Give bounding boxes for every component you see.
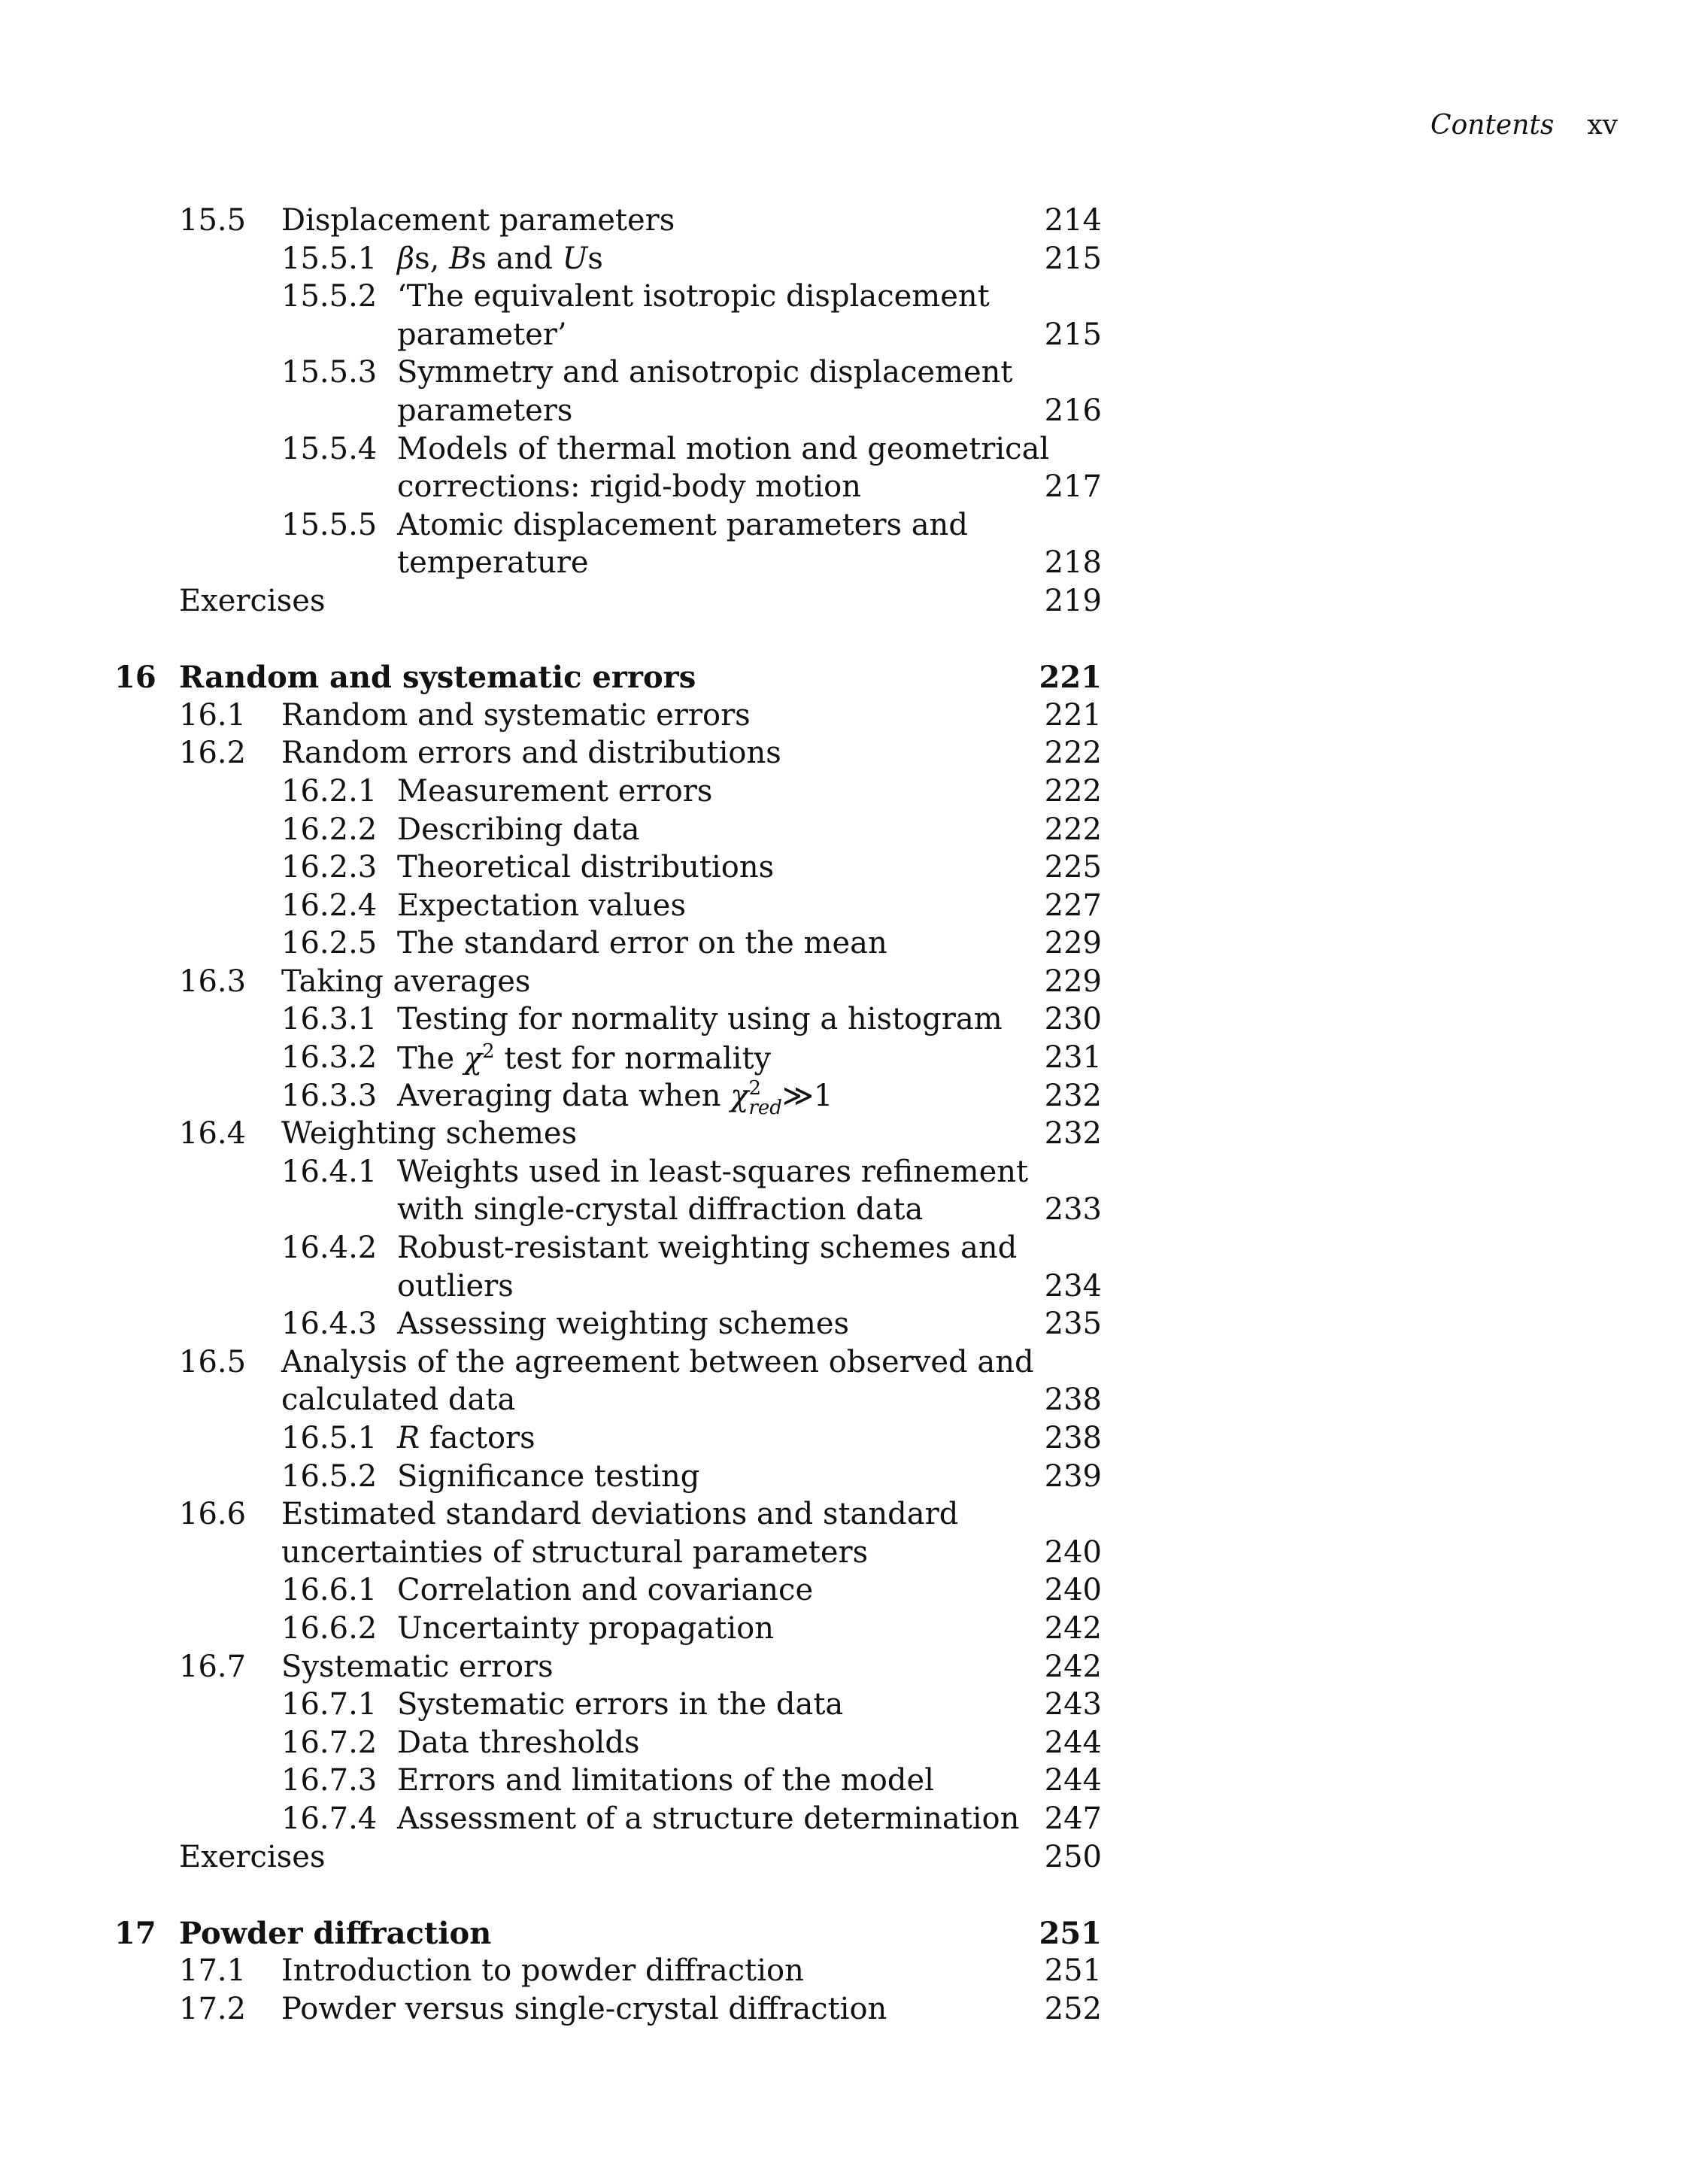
subsection-number: 16.4.1 — [281, 1154, 378, 1189]
subsection-number: 16.3.3 — [281, 1078, 378, 1113]
exercises-title: Exercises — [179, 583, 326, 618]
section-number: 16.6 — [179, 1497, 247, 1532]
chapter-title: Powder diffraction — [179, 1915, 492, 1951]
section-number: 16.3 — [179, 964, 247, 999]
subsection-number: 16.7.2 — [281, 1725, 378, 1760]
subsection-number: 15.5.1 — [281, 241, 378, 276]
page-number: 214 — [1044, 203, 1102, 238]
subsection-title: parameters — [397, 393, 573, 428]
page-number: 232 — [1044, 1116, 1102, 1152]
page-number: 242 — [1044, 1610, 1102, 1646]
section-title: Systematic errors — [281, 1649, 554, 1684]
subsection-number: 16.5.2 — [281, 1458, 378, 1494]
page-number: 243 — [1044, 1687, 1102, 1722]
toc-section-entry — [0, 964, 1708, 1003]
subsection-title: Uncertainty propagation — [397, 1610, 774, 1646]
subsection-title: Systematic errors in the data — [397, 1687, 844, 1722]
subsection-title: Symmetry and anisotropic displacement — [397, 355, 1013, 390]
toc-subsection-entry — [0, 926, 1708, 964]
page-number: 221 — [1044, 697, 1102, 733]
toc-subsection-entry — [0, 279, 1708, 317]
subsection-title: temperature — [397, 545, 589, 581]
subsection-number: 16.4.3 — [281, 1307, 378, 1342]
subsection-number: 16.7.4 — [281, 1801, 378, 1836]
toc-subsection-entry — [0, 1002, 1708, 1040]
page-number: 230 — [1044, 1002, 1102, 1037]
subsection-number: 16.2.5 — [281, 926, 378, 961]
toc-subsection-entry-continued — [0, 393, 1708, 432]
page-number: 252 — [1044, 1991, 1102, 2026]
toc-subsection-entry — [0, 850, 1708, 888]
section-title: Taking averages — [281, 964, 531, 999]
section-number: 17.2 — [179, 1991, 247, 2026]
running-head-title: Contents — [1430, 110, 1555, 141]
subsection-title: Theoretical distributions — [397, 850, 775, 885]
subsection-number: 16.2.4 — [281, 888, 378, 923]
toc-subsection-entry — [0, 1725, 1708, 1764]
subsection-number: 15.5.3 — [281, 355, 378, 390]
section-number: 15.5 — [179, 203, 247, 238]
toc-subsection-entry-continued — [0, 1192, 1708, 1231]
section-title: Weighting schemes — [281, 1116, 578, 1152]
subsection-number: 16.7.1 — [281, 1687, 378, 1722]
page-number: 215 — [1044, 317, 1102, 352]
subsection-number: 16.2.3 — [281, 850, 378, 885]
toc-subsection-entry — [0, 1763, 1708, 1801]
page-number: 250 — [1044, 1839, 1102, 1874]
subsection-number: 16.6.1 — [281, 1573, 378, 1608]
subsection-number: 15.5.4 — [281, 431, 378, 466]
subsection-number: 15.5.5 — [281, 507, 378, 542]
subsection-title: The $\chi^2$ test for normality — [397, 1040, 772, 1076]
page-number: 251 — [1039, 1915, 1102, 1951]
toc-section-entry — [0, 698, 1708, 736]
toc-subsection-entry — [0, 1687, 1708, 1725]
subsection-title: Measurement errors — [397, 773, 713, 809]
subsection-title: Assessing weighting schemes — [397, 1307, 850, 1342]
subsection-title: corrections: rigid-body motion — [397, 469, 861, 505]
toc-subsection-entry — [0, 1231, 1708, 1269]
section-title: Analysis of the agreement between observed and — [281, 1344, 1034, 1379]
page-number: 225 — [1044, 850, 1102, 885]
subsection-title: R factors — [397, 1421, 535, 1455]
toc-subsection-entry — [0, 1155, 1708, 1193]
toc-subsection-entry — [0, 1307, 1708, 1345]
subsection-number: 15.5.2 — [281, 279, 378, 314]
exercises-title: Exercises — [179, 1839, 326, 1874]
subsection-title: Averaging data when χ 2 red ≫1 — [397, 1076, 833, 1119]
toc-section-entry — [0, 1345, 1708, 1383]
toc-subsection-entry — [0, 432, 1708, 470]
page-number: 232 — [1044, 1078, 1102, 1113]
subsection-number: 16.6.2 — [281, 1610, 378, 1646]
subsection-title: Expectation values — [397, 888, 686, 923]
subsection-title: ‘The equivalent isotropic displacement — [397, 279, 990, 314]
chapter-number: 16 — [114, 660, 156, 696]
subsection-title: outliers — [397, 1268, 514, 1303]
running-head — [1430, 110, 1618, 141]
page-number: 244 — [1044, 1725, 1102, 1760]
subsection-title: Errors and limitations of the model — [397, 1763, 934, 1798]
page-number: 240 — [1044, 1573, 1102, 1608]
subsection-number: 16.7.3 — [281, 1763, 378, 1798]
chapter-title: Random and systematic errors — [179, 660, 696, 696]
page-number: 218 — [1044, 545, 1102, 581]
section-title: Estimated standard deviations and standard — [281, 1497, 959, 1532]
page-number: 222 — [1044, 736, 1102, 771]
page-number: 234 — [1044, 1268, 1102, 1303]
section-number: 16.1 — [179, 697, 247, 733]
subsection-title: Atomic displacement parameters and — [397, 507, 968, 542]
page-number: 222 — [1044, 812, 1102, 847]
toc-subsection-entry — [0, 1421, 1708, 1459]
toc-subsection-entry — [0, 774, 1708, 812]
subsection-number: 16.3.2 — [281, 1040, 378, 1076]
toc-section-entry-continued — [0, 1382, 1708, 1421]
toc-subsection-entry — [0, 812, 1708, 851]
toc-subsection-entry — [0, 1076, 1708, 1119]
section-title: Displacement parameters — [281, 203, 675, 238]
toc-section-entry — [0, 736, 1708, 774]
page-number: 231 — [1044, 1040, 1102, 1076]
running-head-page-number: xv — [1587, 110, 1618, 141]
toc-subsection-entry-continued — [0, 1269, 1708, 1307]
page-number: 229 — [1044, 926, 1102, 961]
section-title: Powder versus single-crystal diffraction — [281, 1991, 887, 2026]
subsection-title: Weights used in least-squares refinement — [397, 1154, 1029, 1189]
section-title: Random and systematic errors — [281, 697, 751, 733]
toc-section-entry — [0, 1649, 1708, 1688]
page-number: 219 — [1044, 583, 1102, 618]
toc-section-entry — [0, 1992, 1708, 2030]
toc-subsection-entry-continued — [0, 545, 1708, 584]
toc-subsection-entry — [0, 508, 1708, 546]
page-number: 247 — [1044, 1801, 1102, 1836]
toc-section-entry — [0, 1953, 1708, 1992]
subsection-number: 16.5.1 — [281, 1421, 378, 1455]
subsection-title: parameter’ — [397, 317, 567, 352]
page-number: 239 — [1044, 1458, 1102, 1494]
section-number: 16.4 — [179, 1116, 247, 1152]
subsection-number: 16.2.2 — [281, 812, 378, 847]
toc-exercises-entry — [0, 584, 1708, 622]
toc-subsection-entry-continued — [0, 317, 1708, 356]
toc-subsection-entry — [0, 1040, 1708, 1079]
subsection-title: Testing for normality using a histogram — [397, 1002, 1003, 1037]
section-title: Introduction to powder diffraction — [281, 1953, 804, 1989]
toc-section-entry — [0, 1116, 1708, 1155]
subsection-title: Assessment of a structure determination — [397, 1801, 1020, 1836]
section-number: 16.2 — [179, 736, 247, 771]
subsection-number: 16.4.2 — [281, 1231, 378, 1266]
toc-subsection-entry-continued — [0, 469, 1708, 508]
toc-chapter-entry — [0, 660, 1708, 698]
chapter-number: 17 — [114, 1915, 156, 1951]
page-number: 229 — [1044, 964, 1102, 999]
toc-exercises-entry — [0, 1840, 1708, 1878]
subsection-number: 16.3.1 — [281, 1002, 378, 1037]
toc-subsection-entry — [0, 355, 1708, 393]
subsection-number: 16.2.1 — [281, 773, 378, 809]
section-title: Random errors and distributions — [281, 736, 781, 771]
page-number: 221 — [1039, 660, 1102, 696]
toc-subsection-entry — [0, 1573, 1708, 1611]
subsection-title: Robust-resistant weighting schemes and — [397, 1231, 1018, 1266]
page-number: 233 — [1044, 1192, 1102, 1228]
page-number: 235 — [1044, 1307, 1102, 1342]
subsection-title: The standard error on the mean — [397, 926, 887, 961]
toc-section-entry — [0, 1497, 1708, 1535]
toc-chapter-entry — [0, 1916, 1708, 1954]
subsection-title: Correlation and covariance — [397, 1573, 814, 1608]
page-number: 222 — [1044, 773, 1102, 809]
toc-subsection-entry — [0, 1801, 1708, 1840]
toc-subsection-entry — [0, 888, 1708, 927]
toc-subsection-entry — [0, 1611, 1708, 1649]
subsection-title: βs, Bs and Us — [397, 241, 603, 276]
subsection-title: Models of thermal motion and geometrical — [397, 431, 1050, 466]
page-number: 240 — [1044, 1534, 1102, 1570]
section-number: 16.7 — [179, 1649, 247, 1684]
toc-subsection-entry — [0, 241, 1708, 280]
page-number: 242 — [1044, 1649, 1102, 1684]
toc-section-entry — [0, 203, 1708, 241]
page-number: 238 — [1044, 1382, 1102, 1418]
section-number: 16.5 — [179, 1344, 247, 1379]
page-number: 216 — [1044, 393, 1102, 428]
subsection-title: with single-crystal diffraction data — [397, 1192, 924, 1228]
subsection-title: Significance testing — [397, 1458, 700, 1494]
page-number: 215 — [1044, 241, 1102, 276]
table-of-contents — [0, 203, 1708, 2030]
page-number: 251 — [1044, 1953, 1102, 1989]
page-number: 227 — [1044, 888, 1102, 923]
section-title: uncertainties of structural parameters — [281, 1534, 869, 1570]
toc-section-entry-continued — [0, 1535, 1708, 1574]
page-number: 244 — [1044, 1763, 1102, 1798]
toc-subsection-entry — [0, 1459, 1708, 1498]
page-number: 217 — [1044, 469, 1102, 505]
section-title: calculated data — [281, 1382, 516, 1418]
subsection-title: Describing data — [397, 812, 640, 847]
section-number: 17.1 — [179, 1953, 247, 1989]
subsection-title: Data thresholds — [397, 1725, 640, 1760]
page-number: 238 — [1044, 1421, 1102, 1455]
